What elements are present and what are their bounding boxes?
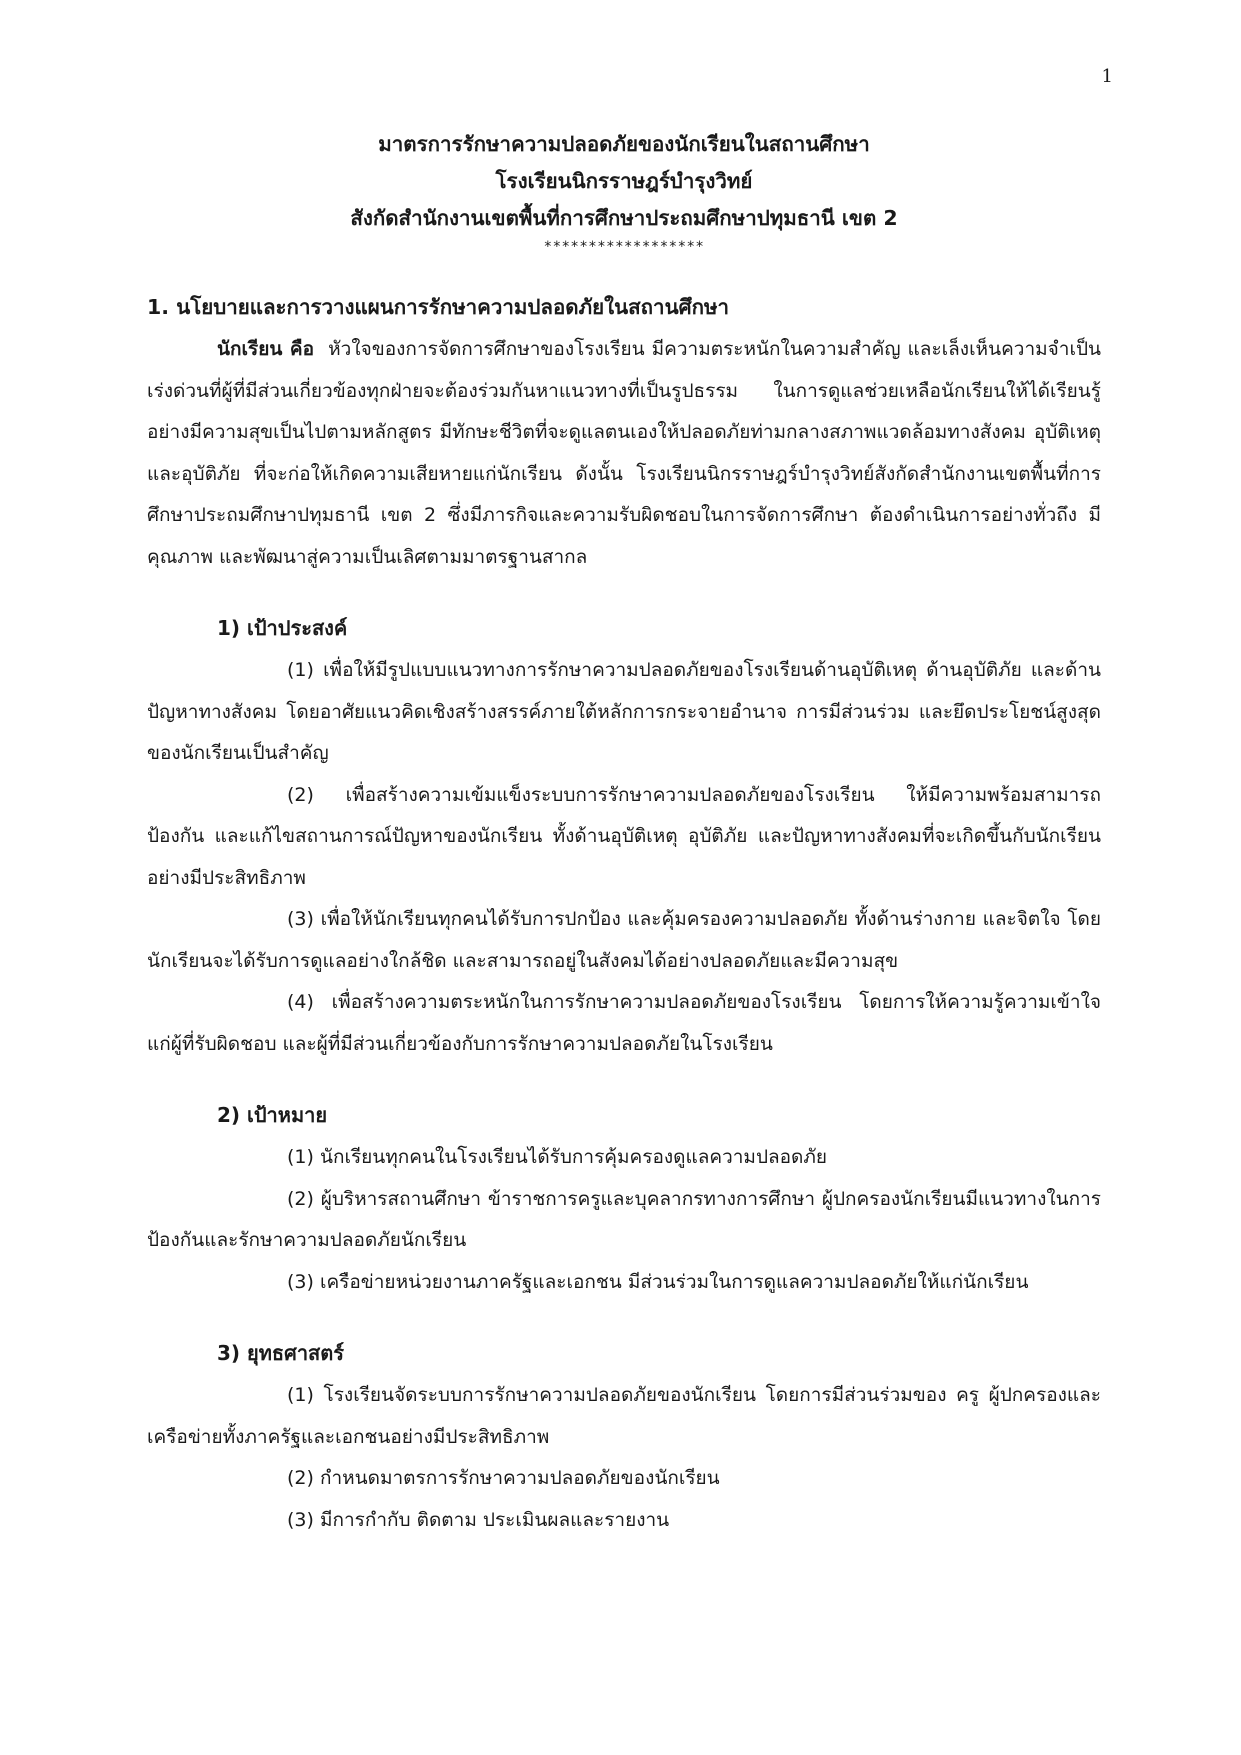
targets-heading: 2) เป้าหมาย — [217, 1103, 328, 1127]
strategy-item: (1) โรงเรียนจัดระบบการรักษาความปลอดภัยของนักเรียน โดยการมีส่วนร่วมของ ครู ผู้ปกครองและเครือข่ายทั้งภาครัฐและเอกชนอย่างมีประสิทธิภาพ — [147, 1384, 1101, 1448]
objective-item: (2) เพื่อสร้างความเข้มแข็งระบบการรักษาความปลอดภัยของโรงเรียน ให้มีความพร้อมสามารถป้องกัน และแก้ไขสถานการณ์ปัญหาของนักเรียน ทั้งด้านอุบัติเหตุ อุบัติภัย และปัญหาทางสังคมที่จะเกิดขึ้นกับนักเรียนอย่างมีประสิทธิภาพ — [147, 783, 1101, 889]
intro-body: หัวใจของการจัดการศึกษาของโรงเรียน มีความตระหนักในความสำคัญ และเล็งเห็นความจำเป็นเร่งด่วนที่ผู้ที่มีส่วนเกี่ยวข้องทุกฝ่ายจะต้องร่วมกันหาแนวทางที่เป็นรูปธรรม ในการดูแลช่วยเหลือนักเรียนให้ได้เรียนรู้อย่างมีความสุขเป็นไปตามหลักสูตร มีทักษะชีวิตที่จะดูแลตนเองให้ปลอดภัยท่ามกลางสภาพแวดล้อมทางสังคม อุบัติเหตุ และอุบัติภัย ที่จะก่อให้เกิดความเสียหายแก่นักเรียน ดังนั้น โรงเรียนนิกรราษฎร์บำรุงวิทย์สังกัดสำนักงานเขตพื้นที่การศึกษาประถมศึกษาปทุมธานี เขต 2 ซึ่งมีภารกิจและความรับผิดชอบในการจัดการศึกษา ต้องดำเนินการอย่างทั่วถึง มีคุณภาพ และพัฒนาสู่ความเป็นเลิศตามมาตรฐานสากล — [147, 338, 1101, 568]
intro-lead: นักเรียน คือ — [217, 338, 315, 360]
target-item: (1) นักเรียนทุกคนในโรงเรียนได้รับการคุ้มครองดูแลความปลอดภัย — [287, 1146, 828, 1168]
intro-paragraph — [147, 329, 1101, 578]
target-item: (2) ผู้บริหารสถานศึกษา ข้าราชการครูและบุคลากรทางการศึกษา ผู้ปกครองนักเรียนมีแนวทางในการป้องกันและรักษาความปลอดภัยนักเรียน — [147, 1187, 1101, 1251]
title-line-3: สังกัดสำนักงานเขตพื้นที่การศึกษาประถมศึกษาปทุมธานี เขต 2 — [350, 206, 898, 230]
strategy-item: (3) มีการกำกับ ติดตาม ประเมินผลและรายงาน — [287, 1508, 670, 1531]
objective-item: (1) เพื่อให้มีรูปแบบแนวทางการรักษาความปลอดภัยของโรงเรียนด้านอุบัติเหตุ ด้านอุบัติภัย และด้านปัญหาทางสังคม โดยอาศัยแนวคิดเชิงสร้างสรรค์ภายใต้หลักการกระจายอำนาจ การมีส่วนร่วม และยึดประโยชน์สูงสุดของนักเรียนเป็นสำคัญ — [147, 659, 1101, 764]
title-line-2: โรงเรียนนิกรราษฎร์บำรุงวิทย์ — [495, 169, 753, 193]
objective-item: (4) เพื่อสร้างความตระหนักในการรักษาความปลอดภัยของโรงเรียน โดยการให้ความรู้ความเข้าใจ แก่ผู้ที่รับผิดชอบ และผู้ที่มีส่วนเกี่ยวข้องกับการรักษาความปลอดภัยในโรงเรียน — [147, 991, 1101, 1055]
strategy-item: (2) กำหนดมาตรการรักษาความปลอดภัยของนักเรียน — [287, 1467, 720, 1489]
strategy-heading: 3) ยุทธศาสตร์ — [217, 1341, 344, 1365]
objective-item: (3) เพื่อให้นักเรียนทุกคนได้รับการปกป้อง และคุ้มครองความปลอดภัย ทั้งด้านร่างกาย และจิตใจ โดยนักเรียนจะได้รับการดูแลอย่างใกล้ชิด และสามารถอยู่ในสังคมได้อย่างปลอดภัยและมีความสุข — [147, 908, 1101, 972]
title-line-1: มาตรการรักษาความปลอดภัยของนักเรียนในสถานศึกษา — [378, 132, 870, 156]
document-header — [147, 0, 1101, 263]
page-number: 1 — [1101, 66, 1113, 87]
objectives-heading: 1) เป้าประสงค์ — [217, 616, 348, 640]
section-1-heading: 1. นโยบายและการวางแผนการรักษาความปลอดภัยในสถานศึกษา — [147, 295, 730, 319]
star-separator: ****************** — [543, 239, 705, 255]
target-item: (3) เครือข่ายหน่วยงานภาครัฐและเอกชน มีส่วนร่วมในการดูแลความปลอดภัยให้แก่นักเรียน — [287, 1270, 1029, 1293]
